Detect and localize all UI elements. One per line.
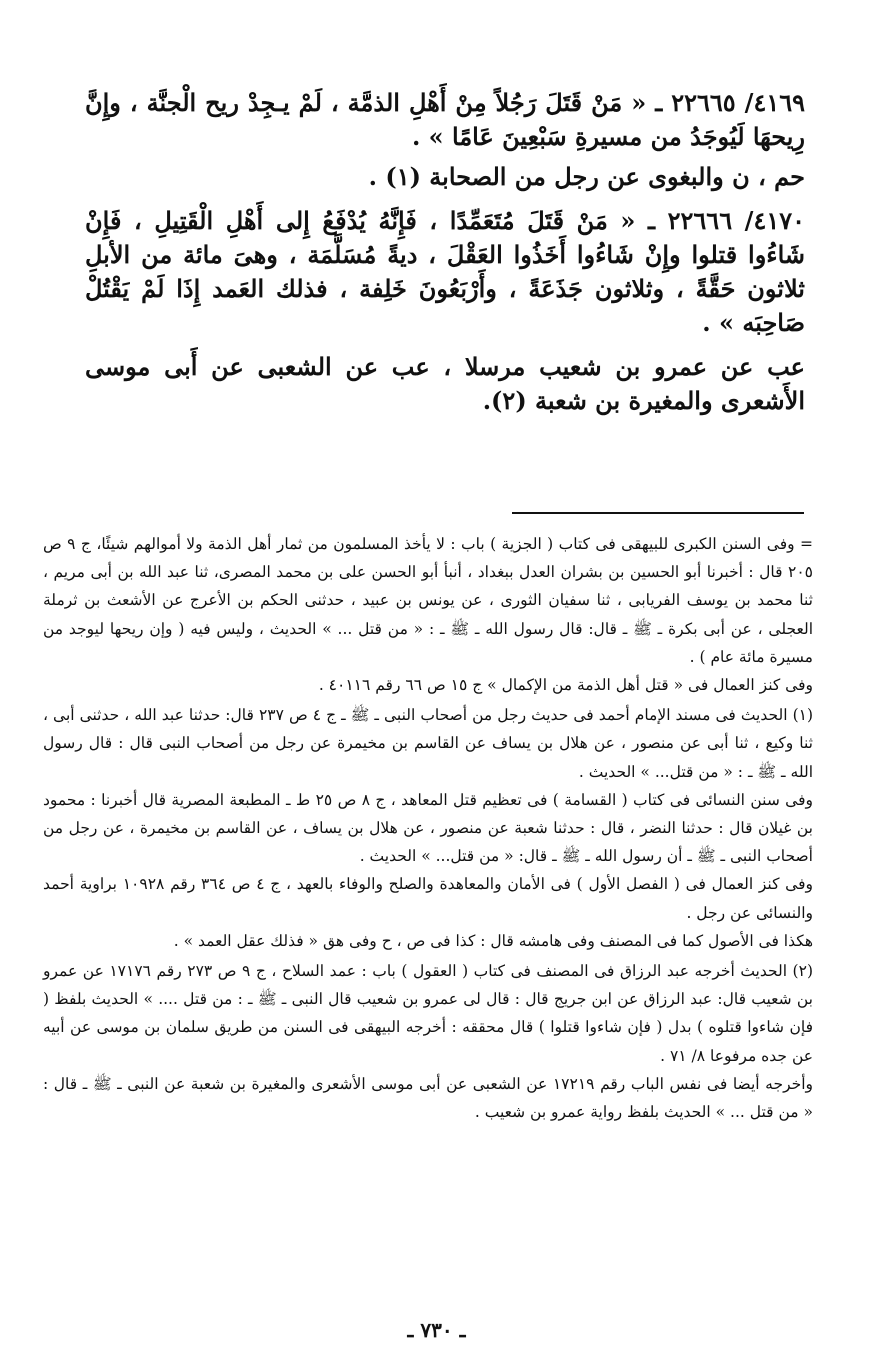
footnote-1-nasai: وفى سنن النسائى فى كتاب ( القسامة ) فى تعظيم قتل المعاهد ، ج ٨ ص ٢٥ ط ـ المطبعة المصرية قال أخبرنا : محمود بن غيلان قال : حدثنا النضر ، قال : حدثنا شعبة عن منصور ، عن هلال بن يساف ، عن القاسم بن مخيمرة ، عن رجل من أصحاب النبى ـ ﷺ ـ أن رسول الله ـ ﷺ ـ قال: « من قتل... » الحديث . <box>43 790 813 866</box>
footnote-continuation: = وفى السنن الكبرى للبيهقى فى كتاب ( الجزية ) باب : لا يأخذ المسلمون من ثمار أهل الذمة ولا أموالهم شيئًا، ج ٩ ص ٢٠٥ قال : أخبرنا أبو الحسين بن بشران العدل ببغداد ، أنبأ أبو الحسن على بن محمد المصرى، ثنا عبد الله بن أبى مريم ، ثنا محمد بن يوسف الفريابى ، ثنا سفيان الثورى ، عن يونس بن عبيد ، حدثنى الحكم بن الأعرج عن الأشعث بن ثرملة العجلى ، عن أبى بكرة ـ ﷺ ـ قال: قال رسول الله ـ ﷺ ـ : « من قتل ... » الحديث ، وليس فيه ( وإن ريحها ليوجد من مسيرة مائة عام ) . <box>43 535 813 666</box>
footnote-divider <box>512 512 804 514</box>
footnote-1-remark: هكذا فى الأصول كما فى المصنف وفى هامشه قال : كذا فى ص ، ح وفى هق « فذلك عقل العمد » . <box>173 931 813 950</box>
source-4169: حم ، ن والبغوى عن رجل من الصحابة (١) . <box>368 162 805 191</box>
footnote-kanz-ref: وفى كنز العمال فى « قتل أهل الذمة من الإكمال » ج ١٥ ص ٦٦ رقم ٤٠١١٦ . <box>318 676 813 695</box>
source-4170: عب عن عمرو بن شعيب مرسلا ، عب عن الشعبى عن أَبى موسى الأَشعرى والمغيرة بن شعبة (٢). <box>85 352 805 415</box>
main-text <box>85 86 805 424</box>
page-number: ـ ٧٣٠ ـ <box>407 1318 466 1342</box>
footnote-1-kanz: وفى كنز العمال فى ( الفصل الأول ) فى الأمان والمعاهدة والصلح والوفاء بالعهد ، ج ٤ ص ٣٦٤ رقم ١٠٩٢٨ براوية أحمد والنسائى عن رجل . <box>43 875 814 922</box>
footnote-2: (٢) الحديث أخرجه عبد الرزاق فى المصنف فى كتاب ( العقول ) باب : عمد السلاح ، ج ٩ ص ٢٧٣ رقم ١٧١٧٦ عن عمرو بن شعيب قال: عبد الرزاق عن ابن جريج قال : قال لى عمرو بن شعيب قال النبى ـ ﷺ ـ : من قتل .... » الحديث بلفظ ( فإن شاءوا قتلوه ) بدل ( فإن شاءوا قتلوا ) قال محققه : أخرجه البيهقى فى السنن من طريق سلمان بن موسى عن أبيه عن جده مرفوعا ٨/ ٧١ . <box>43 962 813 1065</box>
footnote-1: (١) الحديث فى مسند الإمام أحمد فى حديث رجل من أصحاب النبى ـ ﷺ ـ ج ٤ ص ٢٣٧ قال: حدثنا عبد الله ، حدثنى أبى ، ثنا وكيع ، ثنا أبى عن منصور ، عن هلال بن يساف عن القاسم بن مخيمرة عن رجل من أصحاب النبى قال : قال رسول الله ـ ﷺ ـ : « من قتل... » الحديث . <box>43 706 814 781</box>
footnote-2-extra: وأخرجه أيضا فى نفس الباب رقم ١٧٢١٩ عن الشعبى عن أبى موسى الأشعرى والمغيرة بن شعبة عن النبى ـ ﷺ ـ قال : « من قتل ... » الحديث بلفظ رواية عمرو بن شعيب . <box>43 1074 813 1122</box>
hadith-4169: ٤١٦٩/ ٢٢٦٦٥ ـ « مَنْ قَتَلَ رَجُلاً مِنْ أَهْلِ الذمَّة ، لَمْ يـجِدْ ريح الْجنَّة ، وإِنَّ رِيحهَا لَيُوجَدُ من مسيرةِ سَبْعِينَ عَامًا » . <box>85 88 805 151</box>
hadith-4170: ٤١٧٠/ ٢٢٦٦٦ ـ « مَنْ قَتَلَ مُتَعَمِّدًا ، فَإِنَّهُ يُدْفَعُ إِلى أَهْلِ الْقَتِيلِ ، فَإِنْ شَاءُوا قتلوا وإِنْ شَاءُوا أَخَذُوا العَقْلَ ، ديةً مُسَلَّمَة ، وهىَ مائة من الأبلِ ثلاثون حَقَّةً ، وثلاثون جَذَعَةً ، وأَرْبَعُونَ خَلِفة ، فذلك العَمد إِذَا لَمْ يَقْتُلْ صَاحِبَه » . <box>85 206 806 337</box>
footnotes <box>43 530 813 1126</box>
